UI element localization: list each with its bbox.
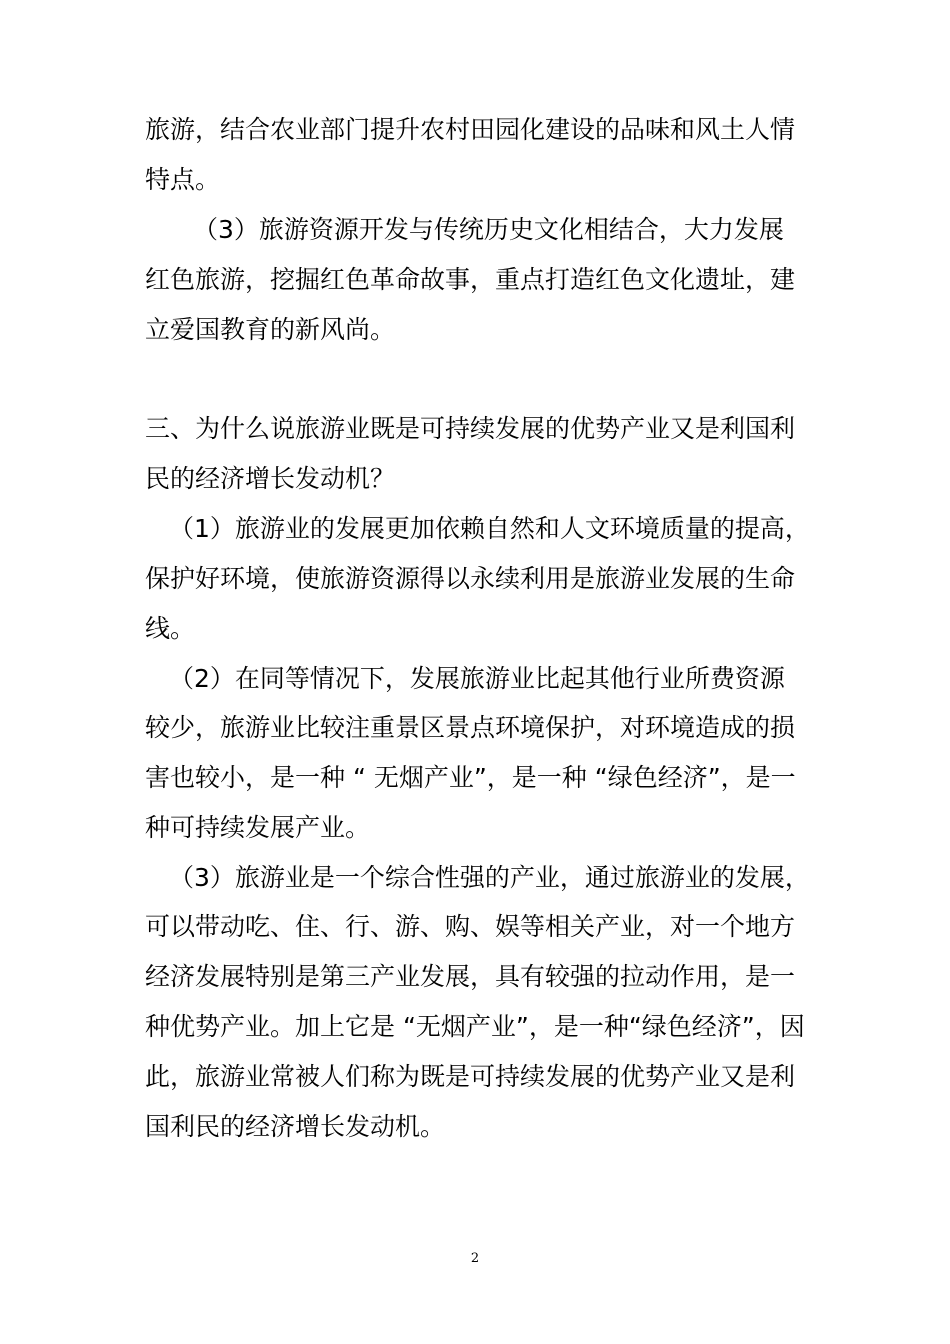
text-line: （3）旅游资源开发与传统历史文化相结合，大力发展 (193, 215, 784, 244)
text-line: 经济发展特别是第三产业发展，具有较强的拉动作用，是一 (145, 962, 796, 991)
text-line: 可以带动吃、住、行、游、购、娱等相关产业，对一个地方 (145, 912, 796, 941)
text-line: 立爱国教育的新风尚。 (145, 315, 396, 344)
text-line: 国利民的经济增长发动机。 (145, 1112, 446, 1141)
section-heading-line: 民的经济增长发动机？ (145, 464, 396, 493)
page-number: 2 (470, 1251, 480, 1266)
text-line: 特点。 (145, 165, 221, 194)
text-line: 种优势产业。加上它是 “无烟产业”，是一种“绿色经济”，因 (145, 1012, 805, 1041)
text-line: 保护好环境，使旅游资源得以永续利用是旅游业发展的生命 (145, 564, 796, 593)
text-line: （1）旅游业的发展更加依赖自然和人文环境质量的提高， (169, 514, 810, 543)
text-line: 种可持续发展产业。 (145, 813, 371, 842)
text-line: 红色旅游，挖掘红色革命故事，重点打造红色文化遗址，建 (145, 265, 796, 294)
text-line: 旅游，结合农业部门提升农村田园化建设的品味和风土人情 (145, 115, 796, 144)
text-line: （2）在同等情况下，发展旅游业比起其他行业所费资源 (169, 664, 785, 693)
section-heading-line: 三、为什么说旅游业既是可持续发展的优势产业又是利国利 (145, 414, 796, 443)
text-line: 线。 (145, 614, 196, 643)
text-line: 此，旅游业常被人们称为既是可持续发展的优势产业又是利 (145, 1062, 796, 1091)
text-line: （3）旅游业是一个综合性强的产业，通过旅游业的发展， (169, 863, 810, 892)
text-line: 较少，旅游业比较注重景区景点环境保护，对环境造成的损 (145, 713, 796, 742)
text-line: 害也较小，是一种 “ 无烟产业”，是一种 “绿色经济”，是一 (145, 763, 796, 792)
